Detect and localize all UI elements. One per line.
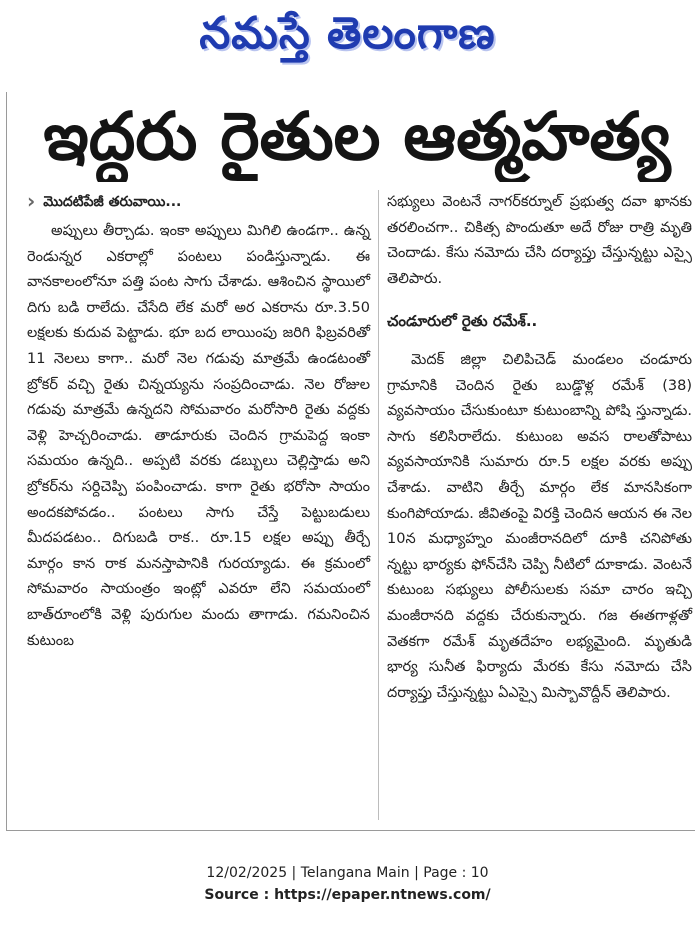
article-paragraph: సభ్యులు వెంటనే నాగర్‌కర్నూల్ ప్రభుత్వ దవా ఖానకు తరలించగా.. చికిత్స పొందుతూ అదే రోజు రాత్రి మృతి చెందాడు. కేసు నమోదు చేసి దర్యాప్తు చేస్తున్నట్టు ఎస్సై తెలిపారు. — [387, 194, 692, 287]
article-subheading: చండూరులో రైతు రమేశ్.. — [387, 312, 538, 331]
article-left-column — [27, 190, 370, 654]
footer-source-link[interactable]: Source : https://epaper.ntnews.com/ — [204, 887, 491, 903]
article-paragraph: అప్పులు తీర్చాడు. ఇంకా అప్పులు మిగిలి ఉండగా.. ఉన్న రెండున్నర ఎకరాల్లో పంటలు పండిస్తున్నాడు. ఈ వానకాలంలోనూ పత్తి పంట సాగు చేశాడు. ఆశించిన స్థాయిలో దిగు బడి రాలేదు. చేసేది లేక మరో అర ఎకరాను రూ.3.50 లక్షలకు కుదువ పెట్టాడు. భూ బద లాయింపు జరిగి ఫిబ్రవరితో 11 నెలలు కాగా.. మరో నెల గడువు మాత్రమే ఉండటంతో బ్రోకర్ వచ్చి రైతు చిన్నయ్యను సంప్రదించాడు. నెల రోజుల గడువు మాత్రమే ఉన్నదని సోమవారం మరోసారి రైతు వద్దకు వెళ్లి హెచ్చరించాడు. తాడూరుకు చెందిన గ్రామపెద్ద ఇంకా సమయం ఉన్నది.. అప్పటి వరకు డబ్బులు చెల్లిస్తాడు అని బ్రోకర్‌ను సర్దిచెప్పి పంపించాడు. కాగా రైతు భరోసా సాయం అందకపోవడం.. పంటలు సాగు చేస్తే పెట్టుబడులు మీదపడటం.. దిగుబడి రాక.. రూ.15 లక్షల అప్పు తీర్చే మార్గం కాన రాక మనస్తాపానికి గురయ్యాడు. ఈ క్రమంలో సోమవారం సాయంత్రం ఇంట్లో ఎవరూ లేని సమయంలో బాత్‌రూంలోకి వెళ్లి పురుగుల మందు తాగాడు. గమనించిన కుటుంబ — [27, 223, 370, 649]
article-right-column — [387, 190, 692, 706]
article-clipping — [6, 92, 695, 831]
continued-label-text: మొదటిపేజీ తరువాయి... — [43, 194, 182, 211]
article-paragraph: మెదక్ జిల్లా చిలిపిచెడ్ మండలం చండూరు గ్రామానికి చెందిన రైతు బుడ్డొళ్ల రమేశ్ (38) వ్యవసాయం చేసుకుంటూ కుటుంబాన్ని పోషి స్తున్నాడు. సాగు కలిసిరాలేదు. కుటుంబ అవస రాలతోపాటు వ్యవసాయానికి సుమారు రూ.5 లక్షల వరకు అప్పు చేశాడు. వాటిని తీర్చే మార్గం లేక మానసికంగా కుంగిపోయాడు. జీవితంపై విరక్తి చెందిన ఆయన ఈ నెల 10న మధ్యాహ్నం మంజీరానదిలో దూకి చనిపోతు న్నట్టు భార్యకు ఫోన్‌చేసి చెప్పి నీటిలో దూకాడు. వెంటనే కుటుంబ సభ్యులు పోలీసులకు సమా చారం ఇచ్చి మంజీరానది వద్దకు చేరుకున్నారు. గజ ఈతగాళ్లతో వెతకగా రమేశ్ మృతదేహం లభ్యమైంది. మృతుడి భార్య సునీత ఫిర్యాదు మేరకు కేసు నమోదు చేసి దర్యాప్తు చేస్తున్నట్టు ఏఎస్సై మిస్బావొద్దీన్ తెలిపారు. — [387, 351, 692, 701]
footer-date-page: 12/02/2025 | Telangana Main | Page : 10 — [206, 865, 489, 881]
article-headline: ఇద్దరు రైతుల ఆత్మహత్య — [43, 98, 671, 175]
newspaper-masthead — [0, 0, 695, 80]
column-divider — [378, 190, 379, 820]
continued-from-label — [27, 190, 370, 216]
masthead-logo: నమస్తే తెలంగాణ — [199, 8, 496, 59]
page-footer — [0, 862, 695, 906]
chevron-right-icon: › — [27, 189, 36, 214]
